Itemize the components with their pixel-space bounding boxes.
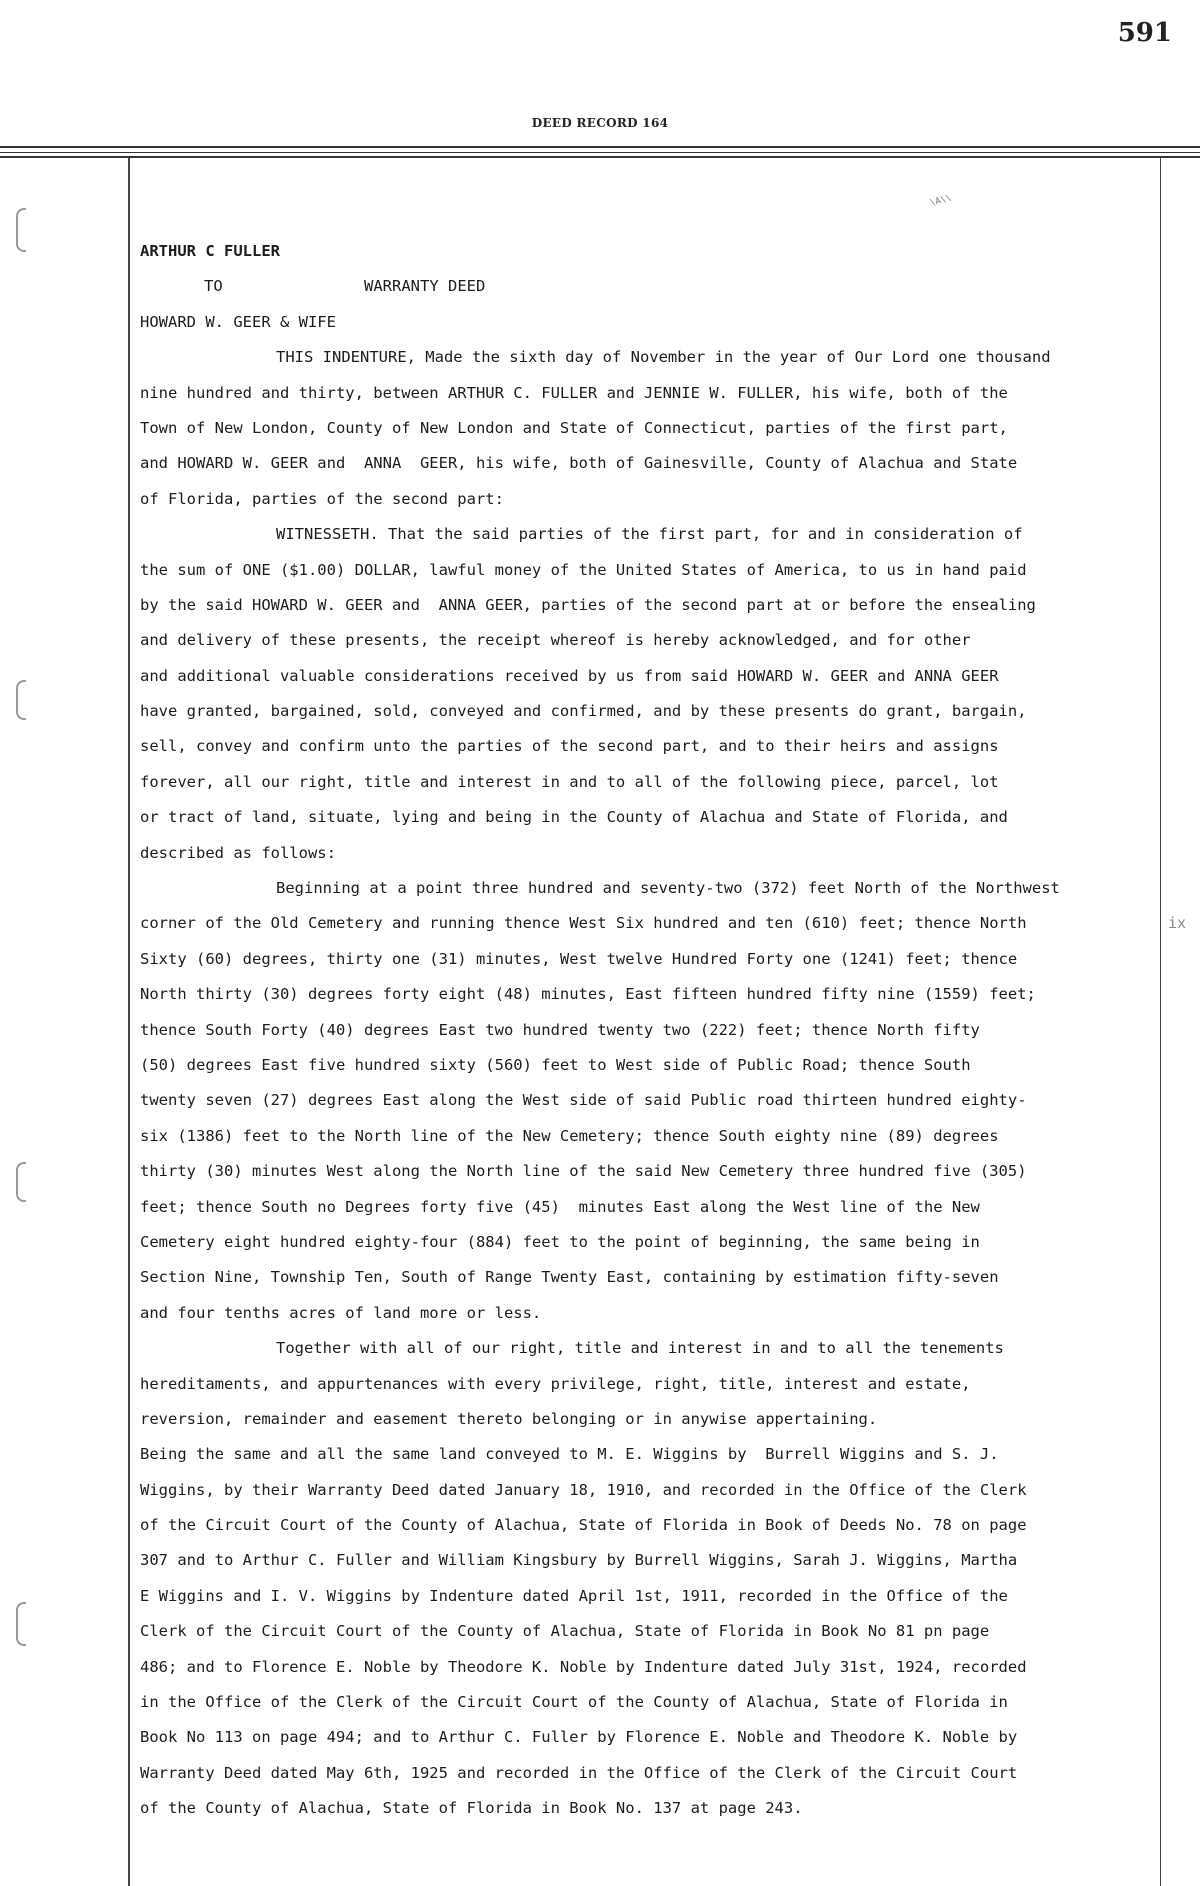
body-line: the sum of ONE ($1.00) DOLLAR, lawful money of the United States of America, to us in hand paid	[140, 560, 1027, 579]
body-line: of the County of Alachua, State of Florida in Book No. 137 at page 243.	[140, 1799, 803, 1818]
binder-ring-mark	[16, 1602, 26, 1646]
body-line: E Wiggins and I. V. Wiggins by Indenture dated April 1st, 1911, recorded in the Office of the	[140, 1586, 1008, 1605]
body-line: Book No 113 on page 494; and to Arthur C. Fuller by Florence E. Noble and Theodore K. Noble by	[140, 1728, 1018, 1747]
heading-to-line	[140, 269, 1160, 304]
body-line: Wiggins, by their Warranty Deed dated January 18, 1910, and recorded in the Office of the Clerk	[140, 1480, 1027, 1499]
body-line: Section Nine, Township Ten, South of Range Twenty East, containing by estimation fifty-seven	[140, 1268, 999, 1287]
body-line: and additional valuable considerations received by us from said HOWARD W. GEER and ANNA GEER	[140, 666, 999, 685]
body-line: Beginning at a point three hundred and seventy-two (372) feet North of the Northwest	[276, 879, 1060, 898]
body-line: THIS INDENTURE, Made the sixth day of November in the year of Our Lord one thousand	[276, 348, 1051, 367]
margin-note: ix	[1168, 914, 1187, 932]
body-line: Being the same and all the same land conveyed to M. E. Wiggins by Burrell Wiggins and S. J.	[140, 1445, 999, 1464]
grantor-name: ARTHUR C FULLER	[140, 242, 280, 260]
binder-ring-mark	[16, 208, 26, 252]
body-line: and delivery of these presents, the receipt whereof is hereby acknowledged, and for other	[140, 631, 971, 650]
body-line: Sixty (60) degrees, thirty one (31) minutes, West twelve Hundred Forty one (1241) feet; thence	[140, 949, 1018, 968]
body-line: Warranty Deed dated May 6th, 1925 and recorded in the Office of the Clerk of the Circuit Court	[140, 1763, 1018, 1782]
body-line: reversion, remainder and easement thereto belonging or in anywise appertaining.	[140, 1409, 878, 1428]
body-line: corner of the Old Cemetery and running thence West Six hundred and ten (610) feet; thence North	[140, 914, 1027, 933]
faint-stamp: \A\\	[929, 193, 953, 209]
body-line: thence South Forty (40) degrees East two hundred twenty two (222) feet; thence North fifty	[140, 1020, 980, 1039]
body-line: of the Circuit Court of the County of Alachua, State of Florida in Book of Deeds No. 78 on page	[140, 1516, 1027, 1535]
body-line: have granted, bargained, sold, conveyed and confirmed, and by these presents do grant, bargain,	[140, 702, 1027, 721]
record-header: DEED RECORD 164	[531, 116, 669, 130]
body-line: Together with all of our right, title and interest in and to all the tenements	[276, 1339, 1004, 1358]
body-line: (50) degrees East five hundred sixty (560) feet to West side of Public Road; thence South	[140, 1055, 971, 1074]
header-rule-middle	[0, 152, 1200, 153]
page-number: 591	[1117, 18, 1172, 48]
body-line: described as follows:	[140, 843, 336, 862]
header-rule-top	[0, 146, 1200, 148]
header-rule-bottom	[0, 156, 1200, 158]
body-line: 307 and to Arthur C. Fuller and William Kingsbury by Burrell Wiggins, Sarah J. Wiggins, Martha	[140, 1551, 1018, 1570]
deed-document	[140, 234, 1160, 1827]
grantee-name: HOWARD W. GEER & WIFE	[140, 312, 336, 331]
deed-type: WARRANTY DEED	[364, 277, 486, 296]
body-line: 486; and to Florence E. Noble by Theodore K. Noble by Indenture dated July 31st, 1924, recorded	[140, 1657, 1027, 1676]
body-line: thirty (30) minutes West along the North line of the said New Cemetery three hundred five (305)	[140, 1162, 1027, 1181]
body-line: Clerk of the Circuit Court of the County of Alachua, State of Florida in Book No 81 pn page	[140, 1622, 990, 1641]
body-line: by the said HOWARD W. GEER and ANNA GEER, parties of the second part at or before the ensealing	[140, 595, 1036, 614]
left-margin-line	[128, 158, 130, 1886]
body-line: WITNESSETH. That the said parties of the first part, for and in consideration of	[276, 525, 1023, 544]
binder-ring-mark	[16, 1162, 26, 1202]
body-line: and HOWARD W. GEER and ANNA GEER, his wife, both of Gainesville, County of Alachua and State	[140, 454, 1018, 473]
body-line: twenty seven (27) degrees East along the West side of said Public road thirteen hundred eighty-	[140, 1091, 1027, 1110]
body-line: forever, all our right, title and interest in and to all of the following piece, parcel, lot	[140, 772, 999, 791]
body-line: sell, convey and confirm unto the parties of the second part, and to their heirs and assigns	[140, 737, 999, 756]
to-label: TO	[204, 277, 223, 296]
body-line: in the Office of the Clerk of the Circuit Court of the County of Alachua, State of Florida in	[140, 1693, 1008, 1712]
body-line: and four tenths acres of land more or less.	[140, 1303, 542, 1322]
body-line: or tract of land, situate, lying and being in the County of Alachua and State of Florida, and	[140, 808, 1008, 827]
right-margin-line	[1160, 158, 1161, 1886]
body-line: Cemetery eight hundred eighty-four (884) feet to the point of beginning, the same being in	[140, 1232, 980, 1251]
body-line: nine hundred and thirty, between ARTHUR C. FULLER and JENNIE W. FULLER, his wife, both of the	[140, 383, 1008, 402]
body-line: six (1386) feet to the North line of the New Cemetery; thence South eighty nine (89) degrees	[140, 1126, 999, 1145]
binder-ring-mark	[16, 680, 26, 720]
body-line: feet; thence South no Degrees forty five (45) minutes East along the West line of the New	[140, 1197, 980, 1216]
body-line: of Florida, parties of the second part:	[140, 489, 504, 508]
body-line: hereditaments, and appurtenances with every privilege, right, title, interest and estate,	[140, 1374, 971, 1393]
body-line: North thirty (30) degrees forty eight (48) minutes, East fifteen hundred fifty nine (1559) feet;	[140, 985, 1036, 1004]
body-line: Town of New London, County of New London and State of Connecticut, parties of the first part,	[140, 418, 1008, 437]
